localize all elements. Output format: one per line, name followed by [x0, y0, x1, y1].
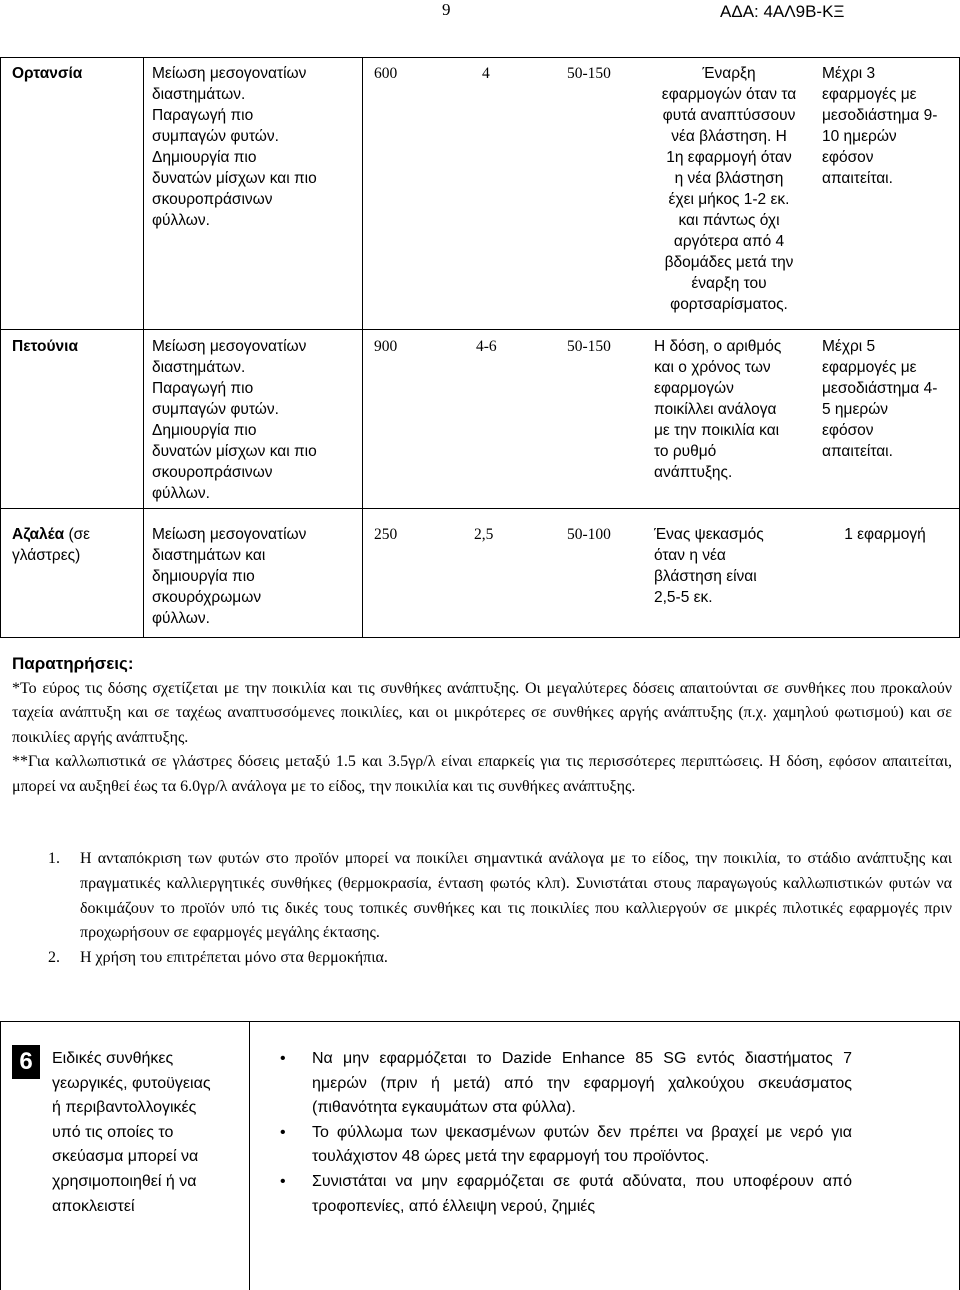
table-cell-effect: Μείωση μεσογονατίων διαστημάτων και δημιουργία πιο σκουρόχρωμων φύλλων. [152, 526, 307, 627]
bullet-icon: • [280, 1172, 286, 1190]
table-cell-applications: 2,5 [474, 526, 494, 543]
table-column-divider [143, 57, 144, 637]
table-cell-effect: Μείωση μεσογονατίων διαστημάτων. Παραγωγή πιο συμπαγών φυτών. Δημιουργία πιο δυνατών μίσχων και πιο σκουροπράσινων φύλλων. [152, 338, 317, 502]
table-column-divider [362, 57, 363, 637]
table-cell-dose: 600 [374, 65, 398, 82]
table-bottom-border [0, 637, 960, 638]
table-cell-interval: Μέχρι 3 εφαρμογές με μεσοδιάστημα 9- 10 ημερών εφόσον απαιτείται. [822, 65, 938, 187]
table-cell-timing: Η δόση, ο αριθμός και ο χρόνος των εφαρμογών ποικίλλει ανάλογα με την ποικιλία και το ρυθμό ανάπτυξης. [654, 338, 782, 481]
notes-heading: Παρατηρήσεις: [12, 654, 134, 673]
table-cell-timing: Ένας ψεκασμός όταν η νέα βλάστηση είναι 2,5-5 εκ. [654, 526, 764, 606]
ada-code: ΑΔΑ: 4ΑΛ9Β-ΚΞ [720, 2, 845, 21]
table-cell-effect: Μείωση μεσογονατίων διαστημάτων. Παραγωγή πιο συμπαγών φυτών. Δημιουργία πιο δυνατών μίσχων και πιο σκουροπράσινων φύλλων. [152, 65, 317, 229]
table-cell-applications: 4 [482, 65, 490, 82]
page-number: 9 [442, 0, 451, 19]
table-row-divider [0, 329, 960, 330]
table-cell-volume: 50-150 [567, 65, 611, 82]
list-item: • Να μην εφαρμόζεται το Dazide Enhance 85 SG εντός διαστήματος 7 ημερών (πριν ή μετά) από την εφαρμογή χαλκούχου σκευάσματος (πιθανότητα εγκαυμάτων στα φύλλα). [280, 1047, 852, 1121]
bullet-icon: • [280, 1050, 286, 1067]
notes-section [12, 652, 952, 799]
notes-paragraph: *Το εύρος τις δόσης σχετίζεται με την ποικιλία και τις συνθήκες ανάπτυξης. Οι μεγαλύτερες δόσεις απαιτούνται σε συνθήκες που προκαλούν ταχεία ανάπτυξη και σε ταχέως αναπτυσσόμενες ποικιλίες, και οι μικρότερες σε συνθήκες αργής ανάπτυξης (π.χ. χαμηλού φωτισμού) και σε ποικιλίες αργής ανάπτυξης. [12, 679, 952, 746]
section-number: 6 [12, 1045, 40, 1079]
list-item: 1. Η ανταπόκριση των φυτών στο προϊόν μπορεί να ποικίλει σημαντικά ανάλογα με το είδος, την ποικιλία, το στάδιο ανάπτυξης και πραγματικές καλλιεργητικές συνθήκες (θερμοκρασία, ένταση φωτός κλπ). Συνιστάται στους παραγωγούς καλλωπιστικών φυτών να δοκιμάζουν το προϊόν υπό τις δικές τους τοπικές συνθήκες και τις ποικιλίες που καλλιεργούν σε μικρές πιλοτικές εφαρμογές πριν προχωρήσουν σε εφαρμογές μεγάλης έκτασης. [48, 850, 952, 942]
section-left-border [0, 1021, 1, 1290]
table-top-border [0, 57, 960, 58]
section-top-border [0, 1021, 960, 1022]
numbered-list [12, 847, 952, 971]
table-cell-volume: 50-150 [567, 338, 611, 355]
section-label: Ειδικές συνθήκες γεωργικές, φυτοϋγειας ή περιβαντολλογικές υπό τις οποίες το σκεύασμα μπορεί να χρησιμοποιηθεί ή να αποκλειστεί [52, 1050, 211, 1215]
table-cell-plant: Ορτανσία [12, 65, 83, 82]
bullet-icon: • [280, 1123, 286, 1141]
table-cell-timing: Έναρξη εφαρμογών όταν τα φυτά αναπτύσσουν νέα βλάστηση. Η 1η εφαρμογή όταν η νέα βλάστηση έχει μήκος 1-2 εκ. και πάντως όχι αργότερα από 4 βδομάδες μετά την έναρξη του φορτσαρίσματος. [661, 65, 797, 313]
list-item: • Το φύλλωμα των ψεκασμένων φυτών δεν πρέπει να βραχεί με νερό για τουλάχιστον 48 ώρες μετά την εφαρμογή του προϊόντος. [280, 1121, 852, 1170]
table-cell-volume: 50-100 [567, 526, 611, 543]
table-row-divider [0, 508, 960, 509]
table-cell-applications: 4-6 [476, 338, 497, 355]
table-cell-dose: 900 [374, 338, 398, 355]
table-cell-plant: Αζαλέα (σε γλάστρες) [12, 526, 91, 564]
table-cell-dose: 250 [374, 526, 398, 543]
section-divider [249, 1021, 250, 1290]
list-item: • Συνιστάται να μην εφαρμόζεται σε φυτά αδύνατα, που υποφέρουν από τροφοπενίες, από έλλειψη νερού, ζημιές [280, 1170, 852, 1219]
section-bullets [280, 1047, 852, 1219]
notes-paragraph: **Για καλλωπιστικά σε γλάστρες δόσεις μεταξύ 1.5 και 3.5γρ/λ είναι επαρκείς για τις περισσότερες περιπτώσεις. Η δόση, εφόσον απαιτείται, μπορεί να αυξηθεί έως τα 6.0γρ/λ ανάλογα με το είδος, την ποικιλία και τις συνθήκες ανάπτυξης. [12, 753, 952, 795]
table-left-border [0, 57, 1, 637]
list-item: 2. Η χρήση του επιτρέπεται μόνο στα θερμοκήπια. [48, 949, 388, 967]
table-cell-plant: Πετούνια [12, 338, 78, 355]
table-cell-interval: 1 εφαρμογή [844, 526, 926, 543]
table-cell-interval: Μέχρι 5 εφαρμογές με μεσοδιάστημα 4- 5 ημερών εφόσον απαιτείται. [822, 338, 938, 460]
